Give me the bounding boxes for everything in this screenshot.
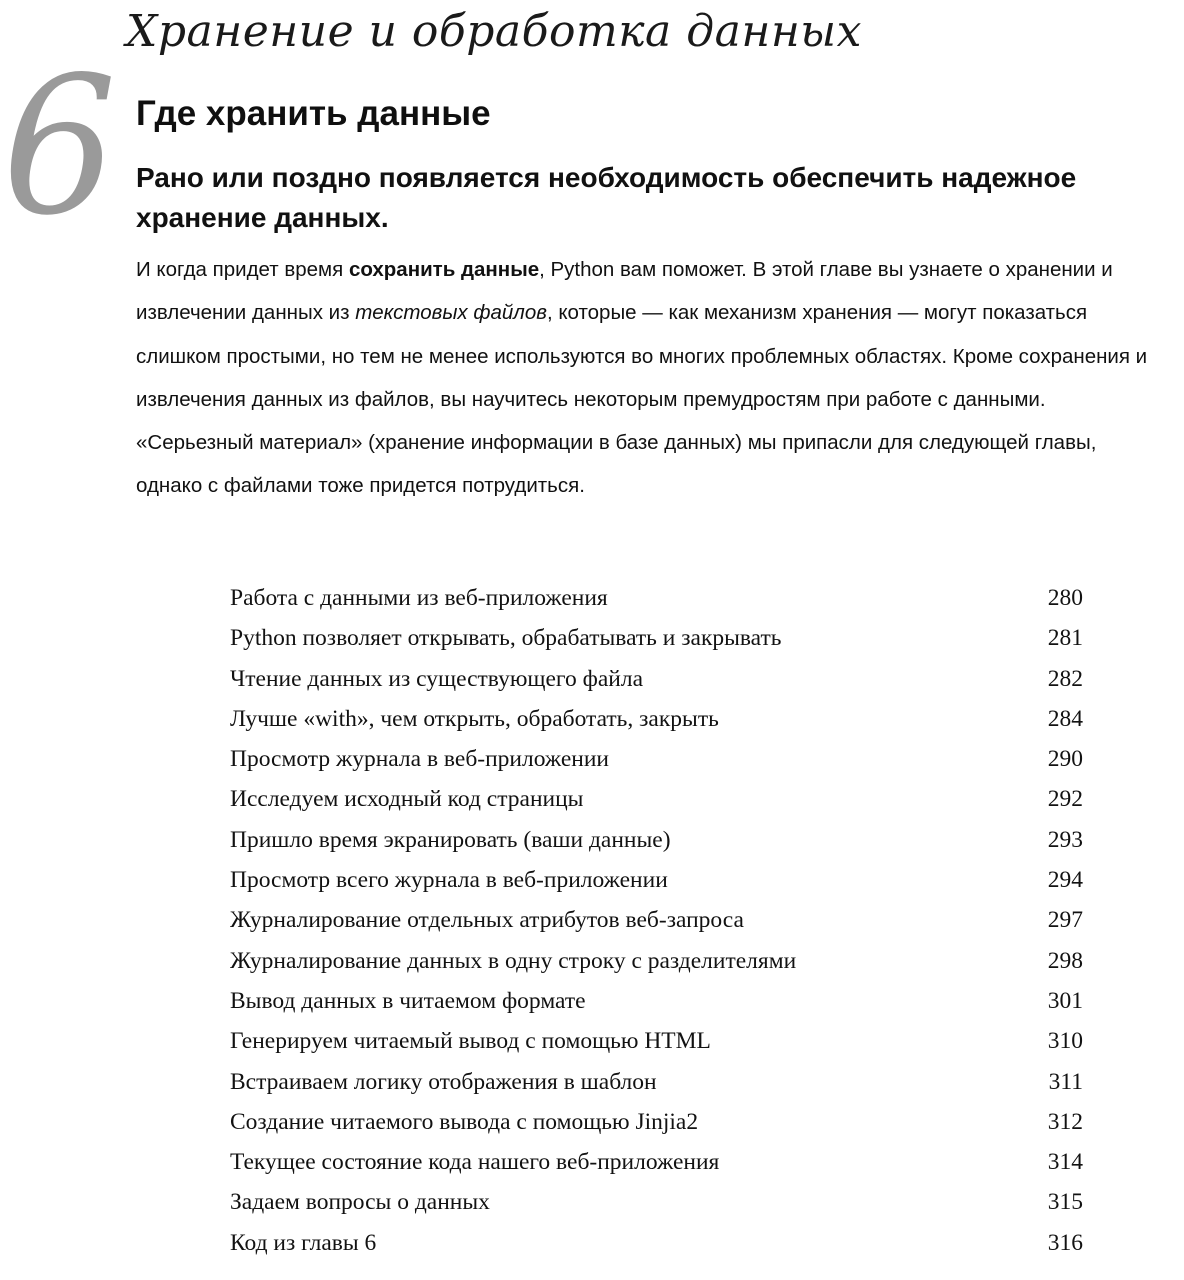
- toc-entry-title: Исследуем исходный код страницы: [230, 786, 584, 813]
- toc-entry[interactable]: [230, 900, 1083, 940]
- toc-entry-page: 293: [1047, 826, 1083, 853]
- toc-entry-title: Журналирование отдельных атрибутов веб-запроса: [230, 907, 744, 934]
- toc-entry[interactable]: [230, 659, 1083, 699]
- toc-entry-title: Генерируем читаемый вывод с помощью HTML: [230, 1028, 711, 1055]
- toc-entry[interactable]: [230, 699, 1083, 739]
- intro-italic-phrase: текстовых файлов: [355, 301, 547, 325]
- toc-entry-title: Встраиваем логику отображения в шаблон: [230, 1068, 657, 1095]
- toc-entry-title: Python позволяет открывать, обрабатывать и закрывать: [230, 625, 782, 652]
- toc-entry[interactable]: [230, 618, 1083, 658]
- page-heading: Где хранить данные: [136, 94, 491, 133]
- toc-entry-page: 284: [1047, 705, 1083, 732]
- toc-entry-page: 280: [1047, 585, 1083, 611]
- toc-entry[interactable]: [230, 1182, 1083, 1222]
- toc-entry-page: 316: [1047, 1229, 1083, 1256]
- toc-entry[interactable]: [230, 981, 1083, 1021]
- toc-entry-page: 314: [1047, 1149, 1083, 1176]
- toc-entry-title: Задаем вопросы о данных: [230, 1189, 490, 1216]
- toc-entry-page: 312: [1047, 1108, 1083, 1135]
- toc-entry-title: Просмотр журнала в веб-приложении: [230, 746, 609, 773]
- intro-text-1: И когда придет время: [136, 258, 349, 281]
- lead-paragraph: Рано или поздно появляется необходимость обеспечить надежное хранение данных.: [136, 162, 1077, 233]
- chapter-number: 6: [2, 36, 117, 257]
- toc-entry-title: Просмотр всего журнала в веб-приложении: [230, 867, 668, 894]
- toc-entry-page: 315: [1047, 1189, 1083, 1216]
- toc-entry[interactable]: [230, 578, 1083, 618]
- toc-entry[interactable]: [230, 941, 1083, 981]
- intro-paragraph: [136, 248, 1166, 508]
- toc-entry[interactable]: [230, 1223, 1083, 1263]
- toc-entry-title: Журналирование данных в одну строку с разделителями: [230, 947, 797, 974]
- intro-text-3: , которые — как механизм хранения — могут показаться слишком простыми, но тем не менее используются во многих проблемных областях. Кроме сохранения и извлечения данных из файлов, вы научитесь некоторым премудростям при работе с данными. «Серьезный материал» (хранение информации в базе данных) мы припасли для следующей главы, однако с файлами тоже придется потрудиться.: [136, 301, 1148, 498]
- toc-entry-title: Текущее состояние кода нашего веб-приложения: [230, 1149, 720, 1176]
- chapter-title: Хранение и обработка данных: [126, 6, 862, 57]
- toc-entry[interactable]: [230, 1062, 1083, 1102]
- intro-bold-phrase: сохранить данные: [348, 258, 540, 281]
- toc-entry-title: Код из главы 6: [230, 1229, 377, 1256]
- toc-entry[interactable]: [230, 779, 1083, 819]
- toc-entry-title: Пришло время экранировать (ваши данные): [230, 826, 671, 853]
- intro-text-2: , Python вам поможет. В этой главе вы узнаете о хранении и извлечении данных из: [136, 258, 1113, 325]
- toc-entry-title: Чтение данных из существующего файла: [230, 665, 643, 692]
- toc-entry-page: 310: [1047, 1028, 1083, 1055]
- toc-entry[interactable]: [230, 739, 1083, 779]
- toc-entry[interactable]: [230, 1102, 1083, 1142]
- toc-entry-page: 294: [1047, 867, 1083, 894]
- toc-entry[interactable]: [230, 1021, 1083, 1061]
- toc-entry-title: Работа с данными из веб-приложения: [230, 585, 608, 611]
- toc-entry-title: Вывод данных в читаемом формате: [230, 987, 586, 1014]
- toc-entry-page: 298: [1047, 947, 1083, 974]
- toc-entry[interactable]: [230, 820, 1083, 860]
- toc-entry-page: 301: [1047, 987, 1083, 1014]
- toc-entry-page: 290: [1047, 746, 1083, 773]
- toc-entry-title: Лучше «with», чем открыть, обработать, закрыть: [230, 705, 719, 732]
- table-of-contents: [230, 578, 1083, 1263]
- toc-entry-page: 282: [1047, 665, 1083, 692]
- toc-entry-page: 311: [1048, 1068, 1083, 1095]
- toc-entry-title: Создание читаемого вывода с помощью Jinjia2: [230, 1108, 699, 1135]
- toc-entry-page: 297: [1047, 907, 1083, 934]
- toc-entry[interactable]: [230, 860, 1083, 900]
- toc-entry-page: 281: [1047, 625, 1083, 652]
- toc-entry-page: 292: [1047, 786, 1083, 813]
- toc-entry[interactable]: [230, 1142, 1083, 1182]
